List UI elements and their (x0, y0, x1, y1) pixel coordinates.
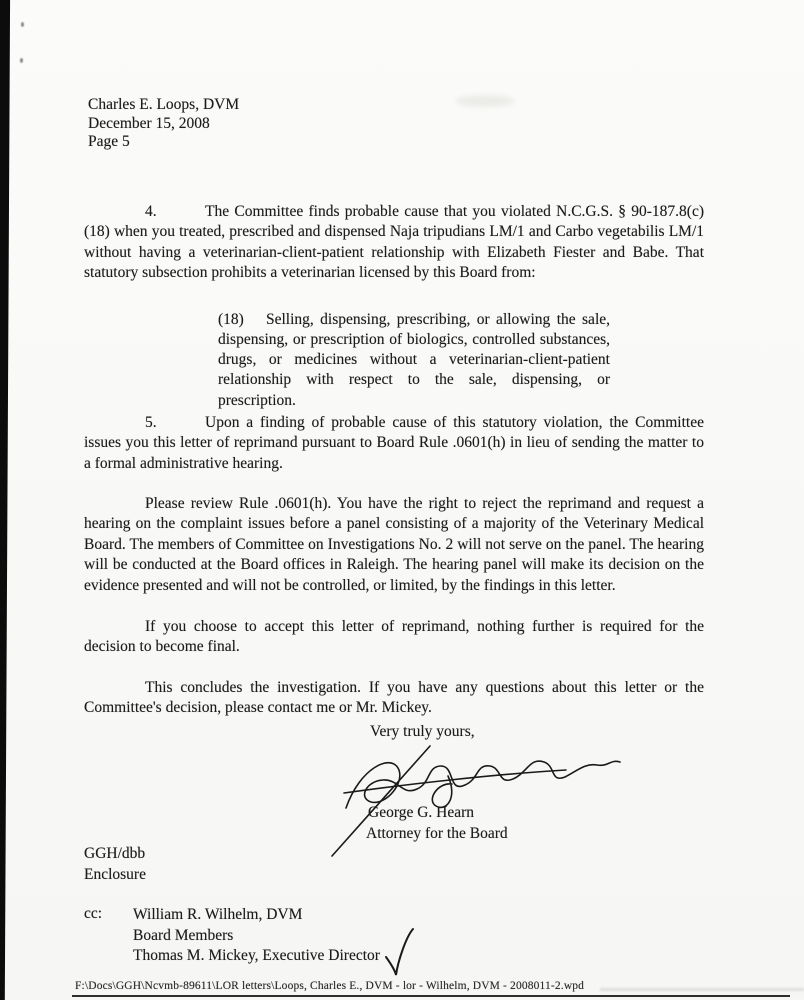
statute-quote-number: (18) (218, 310, 244, 328)
cc-label: cc: (84, 905, 103, 922)
scan-speck (20, 58, 23, 63)
cc-list (133, 905, 380, 967)
scan-speck (21, 22, 24, 27)
page-number-label: Page 5 (88, 133, 130, 150)
handwritten-signature (298, 736, 632, 862)
checkmark-icon (383, 927, 415, 979)
letter-date: December 15, 2008 (88, 114, 210, 132)
signer-title: Attorney for the Board (366, 825, 508, 842)
cc-recipient: Thomas M. Mickey, Executive Director (133, 947, 380, 965)
signer-name: George G. Hearn (368, 804, 475, 821)
paragraph-5 (84, 413, 704, 475)
scan-smudge (455, 95, 515, 107)
letter-header (88, 96, 239, 152)
statute-quote-text: Selling, dispensing, prescribing, or allowing the sale, dispensing, or prescription of biologics, controlled substances, drugs, or medicines without a veterinarian-client-patient relationship with respect to the sale, dispensing, or prescription. (218, 310, 610, 409)
paragraph-5-text: Upon a finding of probable cause of this statutory violation, the Committee issues you this letter of reprimand pursuant to Board Rule .0601(h) in lieu of sending the matter to a formal administrative hearing. (84, 413, 704, 472)
statute-quote-18 (218, 310, 610, 411)
cc-recipient: Board Members (133, 926, 234, 944)
recipient-name: Charles E. Loops, DVM (88, 96, 240, 113)
enclosure-note: Enclosure (84, 866, 146, 883)
paragraph-4-text: The Committee finds probable cause that you violated N.C.G.S. § 90-187.8(c)(18) when you treated, prescribed and dispensed Naja tripudians LM/1 and Carbo vegetabilis LM/1 without having a veterinarian-client-patient relationship with Elizabeth Fiester and Babe. That statutory subsection prohibits a veterinarian licensed by this Board from: (84, 202, 704, 282)
paragraph-4 (84, 202, 704, 284)
document-file-path: F:\Docs\GGH\Ncvmb-89611\LOR letters\Loops, Charles E., DVM - lor - Wilhelm, DVM - 2008011-2.wpd (75, 980, 585, 992)
paragraph-4-number: 4. (145, 202, 157, 220)
footer-rule (72, 995, 790, 997)
paragraph-review-rule: Please review Rule .0601(h). You have the right to reject the reprimand and request a hearing on the complaint issues before a panel consisting of a majority of the Veterinary Medical Board. The members of Committee on Investigations No. 2 will not serve on the panel. The hearing will be conducted at the Board offices in Raleigh. The hearing panel will make its decision on the evidence presented and will not be controlled, or limited, by the findings in this letter. (84, 494, 704, 594)
typist-initials: GGH/dbb (84, 845, 146, 862)
paragraph-accept: If you choose to accept this letter of reprimand, nothing further is required for the decision to become final. (84, 617, 704, 656)
scan-edge-artifact (0, 0, 12, 1000)
scan-artifact-line (600, 988, 804, 991)
paragraph-conclusion: This concludes the investigation. If you have any questions about this letter or the Committee's decision, please contact me or Mr. Mickey. (84, 678, 704, 717)
paragraph-5-number: 5. (145, 413, 157, 431)
cc-recipient: William R. Wilhelm, DVM (133, 906, 303, 923)
valediction: Very truly yours, (370, 723, 475, 740)
